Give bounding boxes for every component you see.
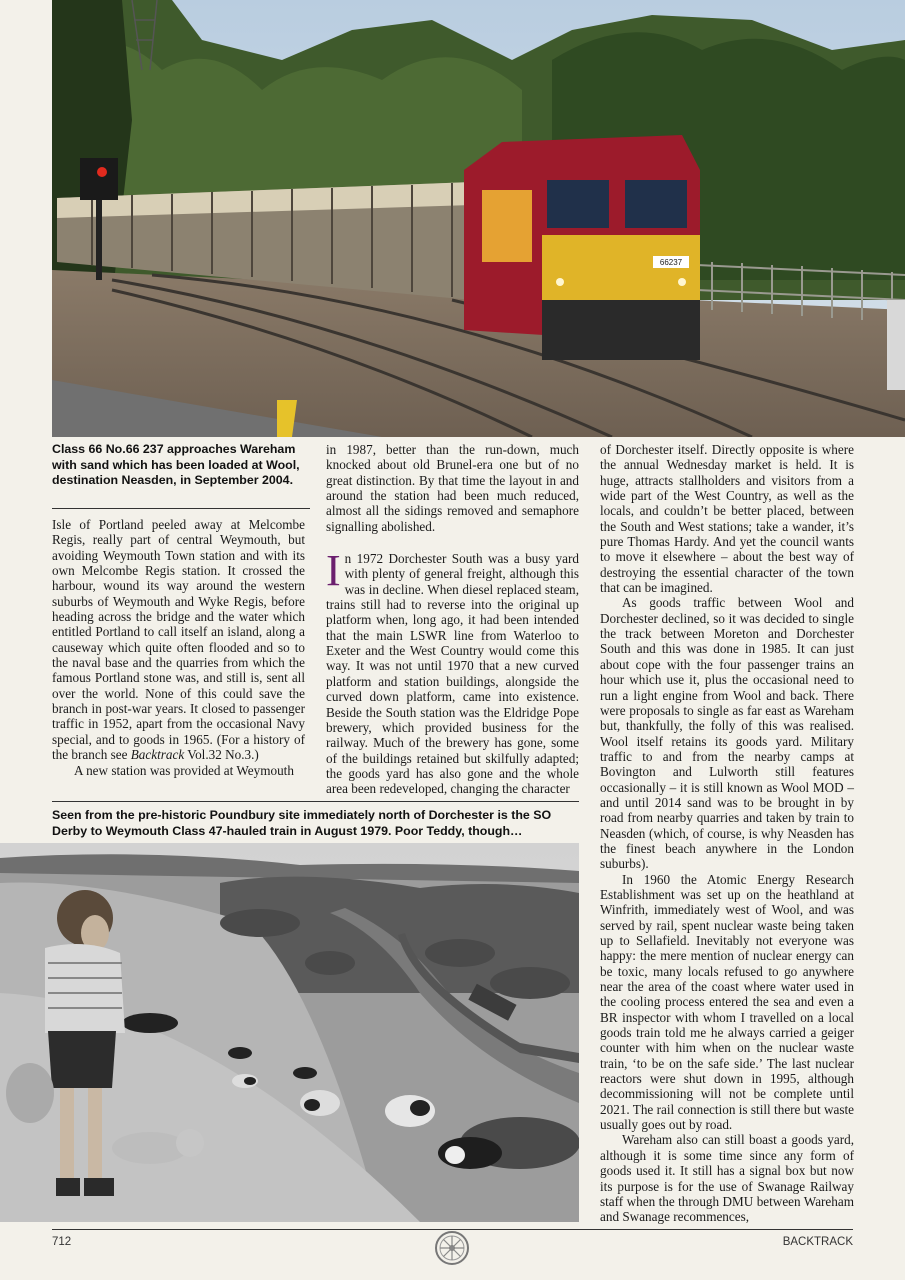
col1-paragraph-1: Isle of Portland peeled away at Melcombe Regis, really part of central Weymouth, but avoiding Weymouth Town station and with its own Melcombe Regis station. It crossed the harbour, wound its way around the western suburbs of Weymouth and Wyke Regis, before heading across the bridge and the water which entitled Portland to call itself an island, along a causeway which quite often flooded and so to the naval base and the quarries from which the famous Portland stone was, and still is, sent all over the world. None of this could save the branch in post-war years. It closed to passenger traffic in 1952, apart from the occasional Navy special, and to goods in 1965. (For a history of the branch see Backtrack Vol.32 No.3.) [52, 517, 305, 763]
col2-paragraph-2: In 1972 Dorchester South was a busy yard with plenty of general freight, although this was in decline. When diesel replaced steam, trains still had to reverse into the original up platform when, long ago, it had been intended that the main LSWR line from Waterloo to Exeter and the West Country would come this way. It was not until 1970 that a new curved platform and station buildings, alongside the curved down platform, came into existence. Beside the South station was the Eldridge Pope brewery, which provided business for the railway. Much of the brewery has gone, some of the buildings retained but skilfully adapted; the goods yard has also gone and the whole area been redeveloped, changing the character [326, 546, 579, 797]
train-photo-illustration [52, 0, 905, 437]
loco-number-plate: 66237 [659, 258, 683, 267]
caption-divider [52, 508, 310, 509]
magazine-title-italic: Backtrack [130, 747, 185, 763]
text-column-3 [600, 442, 854, 1225]
drop-cap: I [326, 546, 341, 596]
text-column-1 [52, 517, 305, 778]
magazine-name: BACKTRACK [782, 1236, 853, 1248]
bottom-photo [0, 843, 579, 1222]
col3-paragraph-1: of Dorchester itself. Directly opposite is where the annual Wednesday market is held. It is huge, attracts stallholders and visitors from a wide part of the West Country, as well as the locals, and couldn’t be better placed, between the South and West stations; take a wander, it’s pure Thomas Hardy. And yet the council wants to move it elsewhere – about the best way of destroying the essential character of the town that can be imagined. [600, 442, 854, 596]
col1-paragraph-2: A new station was provided at Weymouth [74, 762, 294, 778]
text-column-2 [326, 442, 579, 797]
caption-top-photo: Class 66 No.66 237 approaches Wareham with sand which has been loaded at Wool, destination Neasden, in September 2004. [52, 442, 300, 488]
col3-paragraph-4: Wareham also can still boast a goods yard, although it is some time since any form of goods used it. It still has a signal box but now its purpose is for the use of Swanage Railway staff when the through DMU between Wareham and Swanage recommences, [600, 1132, 854, 1225]
top-photo [52, 0, 905, 437]
col3-paragraph-2: As goods traffic between Wool and Dorchester declined, so it was decided to single the track between Moreton and Dorchester South and this was done in 1985. It can just about cope with the four passenger trains an hour which use it, plus the occasional need to run a light engine from Wool and back. There were proposals to single as far east as Wareham but, thankfully, the folly of this was realised. Wool itself retains its goods yard. Military traffic to and from the nearby camps at Bovington and Lulworth still features occasionally – it is still known as Wool MOD – and until 2014 sand was to be brought in by road from nearby quarries and taken by train to Neasden (which, of course, is why Neasden has the finest beach anywhere in the London suburbs). [600, 595, 854, 872]
page-number: 712 [52, 1236, 72, 1248]
col3-paragraph-3: In 1960 the Atomic Energy Research Establishment was set up on the heathland at Winfrith, immediately west of Wool, and was served by rail, spent nuclear waste being taken up to Sellafield. Inevitably not everyone was happy: the mere mention of nuclear energy can be toxic, many locals refused to go anywhere near the area of the coast where water used in the cooling process entered the sea and even a BR inspector with whom I travelled on a local goods train told me he always carried a geiger counter with him when on the nuclear waste train, ‘to be on the safe side.’ The last nuclear reactors were shut down in 1995, although decommissioning will not be complete until 2021. The rail connection is still there but waste usually goes out by road. [600, 871, 854, 1133]
child-and-train-illustration [0, 843, 579, 1222]
wheel-logo-icon [434, 1230, 470, 1266]
section-divider [52, 801, 579, 802]
caption-bottom-photo: Seen from the pre-historic Poundbury site immediately north of Dorchester is the SO Derby to Weymouth Class 47-hauled train in August 1979. Poor Teddy, though… [52, 808, 552, 838]
col2-paragraph-1: in 1987, better than the run-down, much knocked about old Brunel-era one but of no great distinction. By that time the layout in and around the station had been much reduced, almost all the sidings removed and semaphore signalling abolished. [326, 442, 579, 534]
